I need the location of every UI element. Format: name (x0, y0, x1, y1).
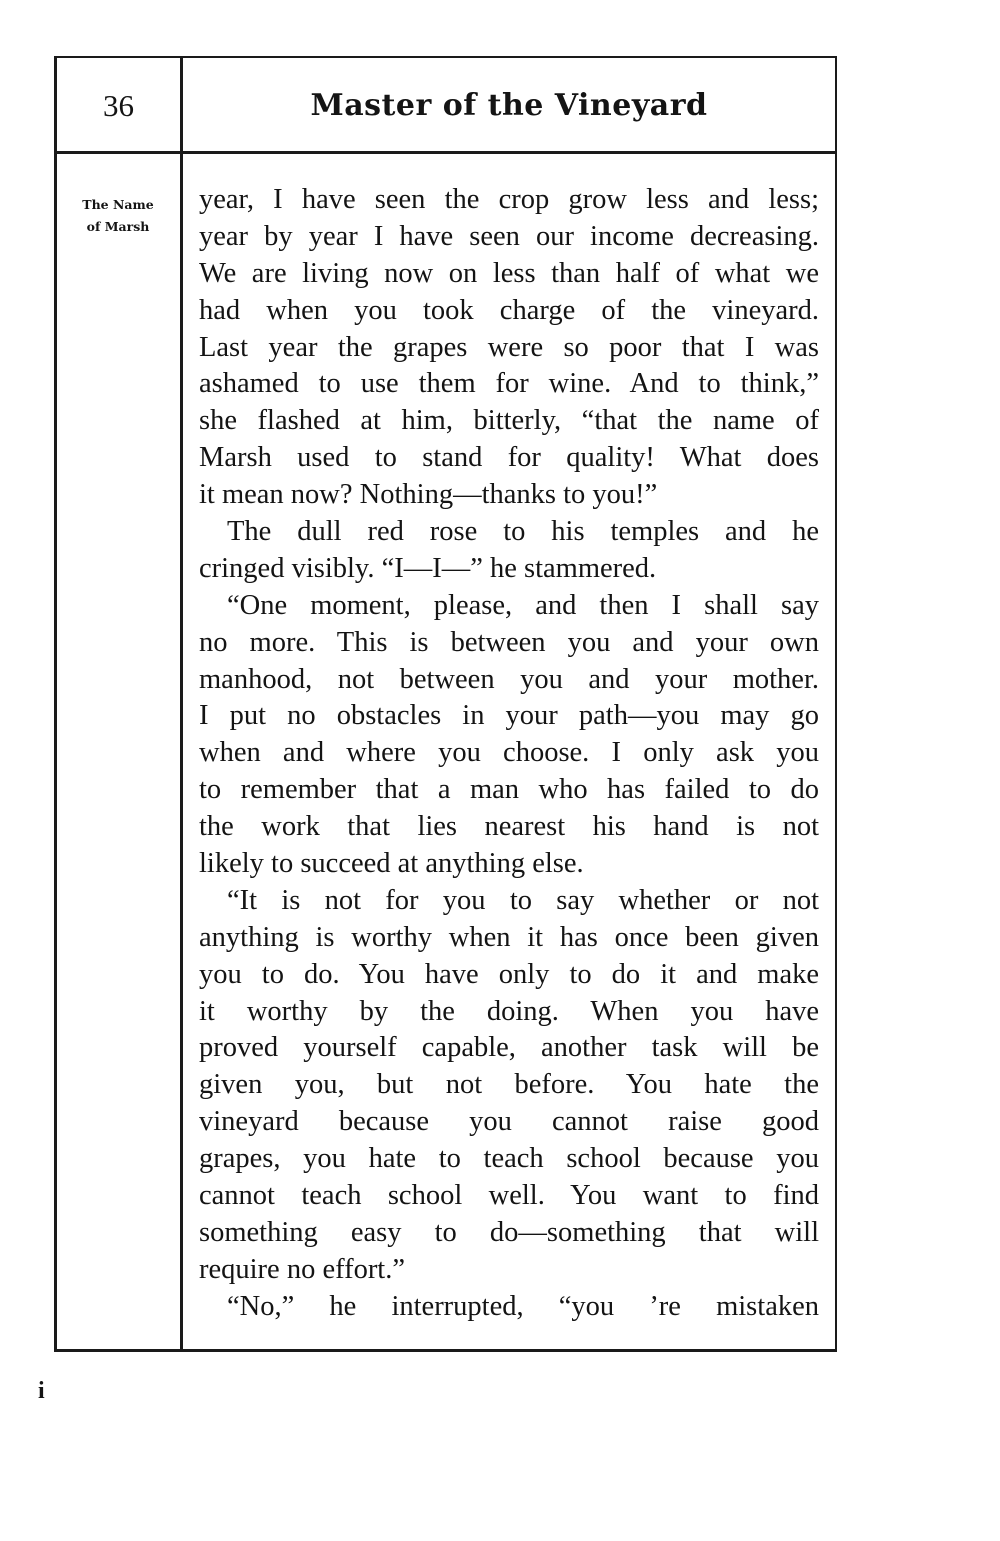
text-line: Marsh used to stand for quality! What does (199, 442, 819, 474)
text-line: no more. This is between you and your own (199, 626, 819, 658)
text-line: cringed visibly. “I—I—” he stammered. (199, 552, 657, 584)
text-line: require no effort.” (199, 1253, 405, 1285)
page-number: 36 (103, 88, 134, 123)
text-line: year by year I have seen our income decreasing. (199, 220, 819, 252)
text-line: We are living now on less than half of what we (199, 257, 819, 289)
running-title: Master of the Vineyard (310, 88, 708, 123)
text-line: it worthy by the doing. When you have (199, 995, 819, 1027)
body-text (199, 182, 819, 1326)
text-line: Last year the grapes were so poor that I was (199, 331, 819, 363)
text-line: she flashed at him, bitterly, “that the name of (199, 405, 819, 437)
page-frame (54, 56, 837, 1352)
text-line: manhood, not between you and your mother. (199, 663, 819, 695)
text-line: “No,” he interrupted, “you ’re mistaken (227, 1290, 819, 1322)
text-line: given you, but not before. You hate the (199, 1069, 819, 1101)
column-divider (180, 58, 183, 1349)
margin-note (59, 194, 177, 238)
text-line: proved yourself capable, another task will be (199, 1032, 819, 1064)
text-line: something easy to do—something that will (199, 1216, 819, 1248)
text-line: grapes, you hate to teach school because you (199, 1143, 819, 1175)
text-line: I put no obstacles in your path—you may go (199, 700, 819, 732)
text-line: vineyard because you cannot raise good (199, 1106, 819, 1138)
text-line: had when you took charge of the vineyard. (199, 294, 819, 326)
margin-note-line: The Name (82, 197, 154, 212)
text-line: ashamed to use them for wine. And to think,” (199, 368, 819, 400)
text-line: “One moment, please, and then I shall say (227, 589, 819, 621)
text-line: anything is worthy when it has once been given (199, 921, 819, 953)
margin-note-line: of Marsh (86, 219, 150, 234)
text-line: it mean now? Nothing—thanks to you!” (199, 479, 658, 511)
text-line: The dull red rose to his temples and he (227, 516, 819, 548)
text-line: when and where you choose. I only ask you (199, 737, 819, 769)
text-line: likely to succeed at anything else. (199, 848, 584, 880)
text-line: year, I have seen the crop grow less and less; (199, 184, 819, 215)
header-rule (57, 151, 835, 154)
text-line: the work that lies nearest his hand is not (199, 811, 819, 843)
stray-mark: i (38, 1378, 45, 1404)
text-line: to remember that a man who has failed to do (199, 774, 819, 806)
text-line: “It is not for you to say whether or not (227, 884, 819, 916)
text-line: you to do. You have only to do it and make (199, 958, 819, 990)
text-line: cannot teach school well. You want to find (199, 1180, 819, 1212)
